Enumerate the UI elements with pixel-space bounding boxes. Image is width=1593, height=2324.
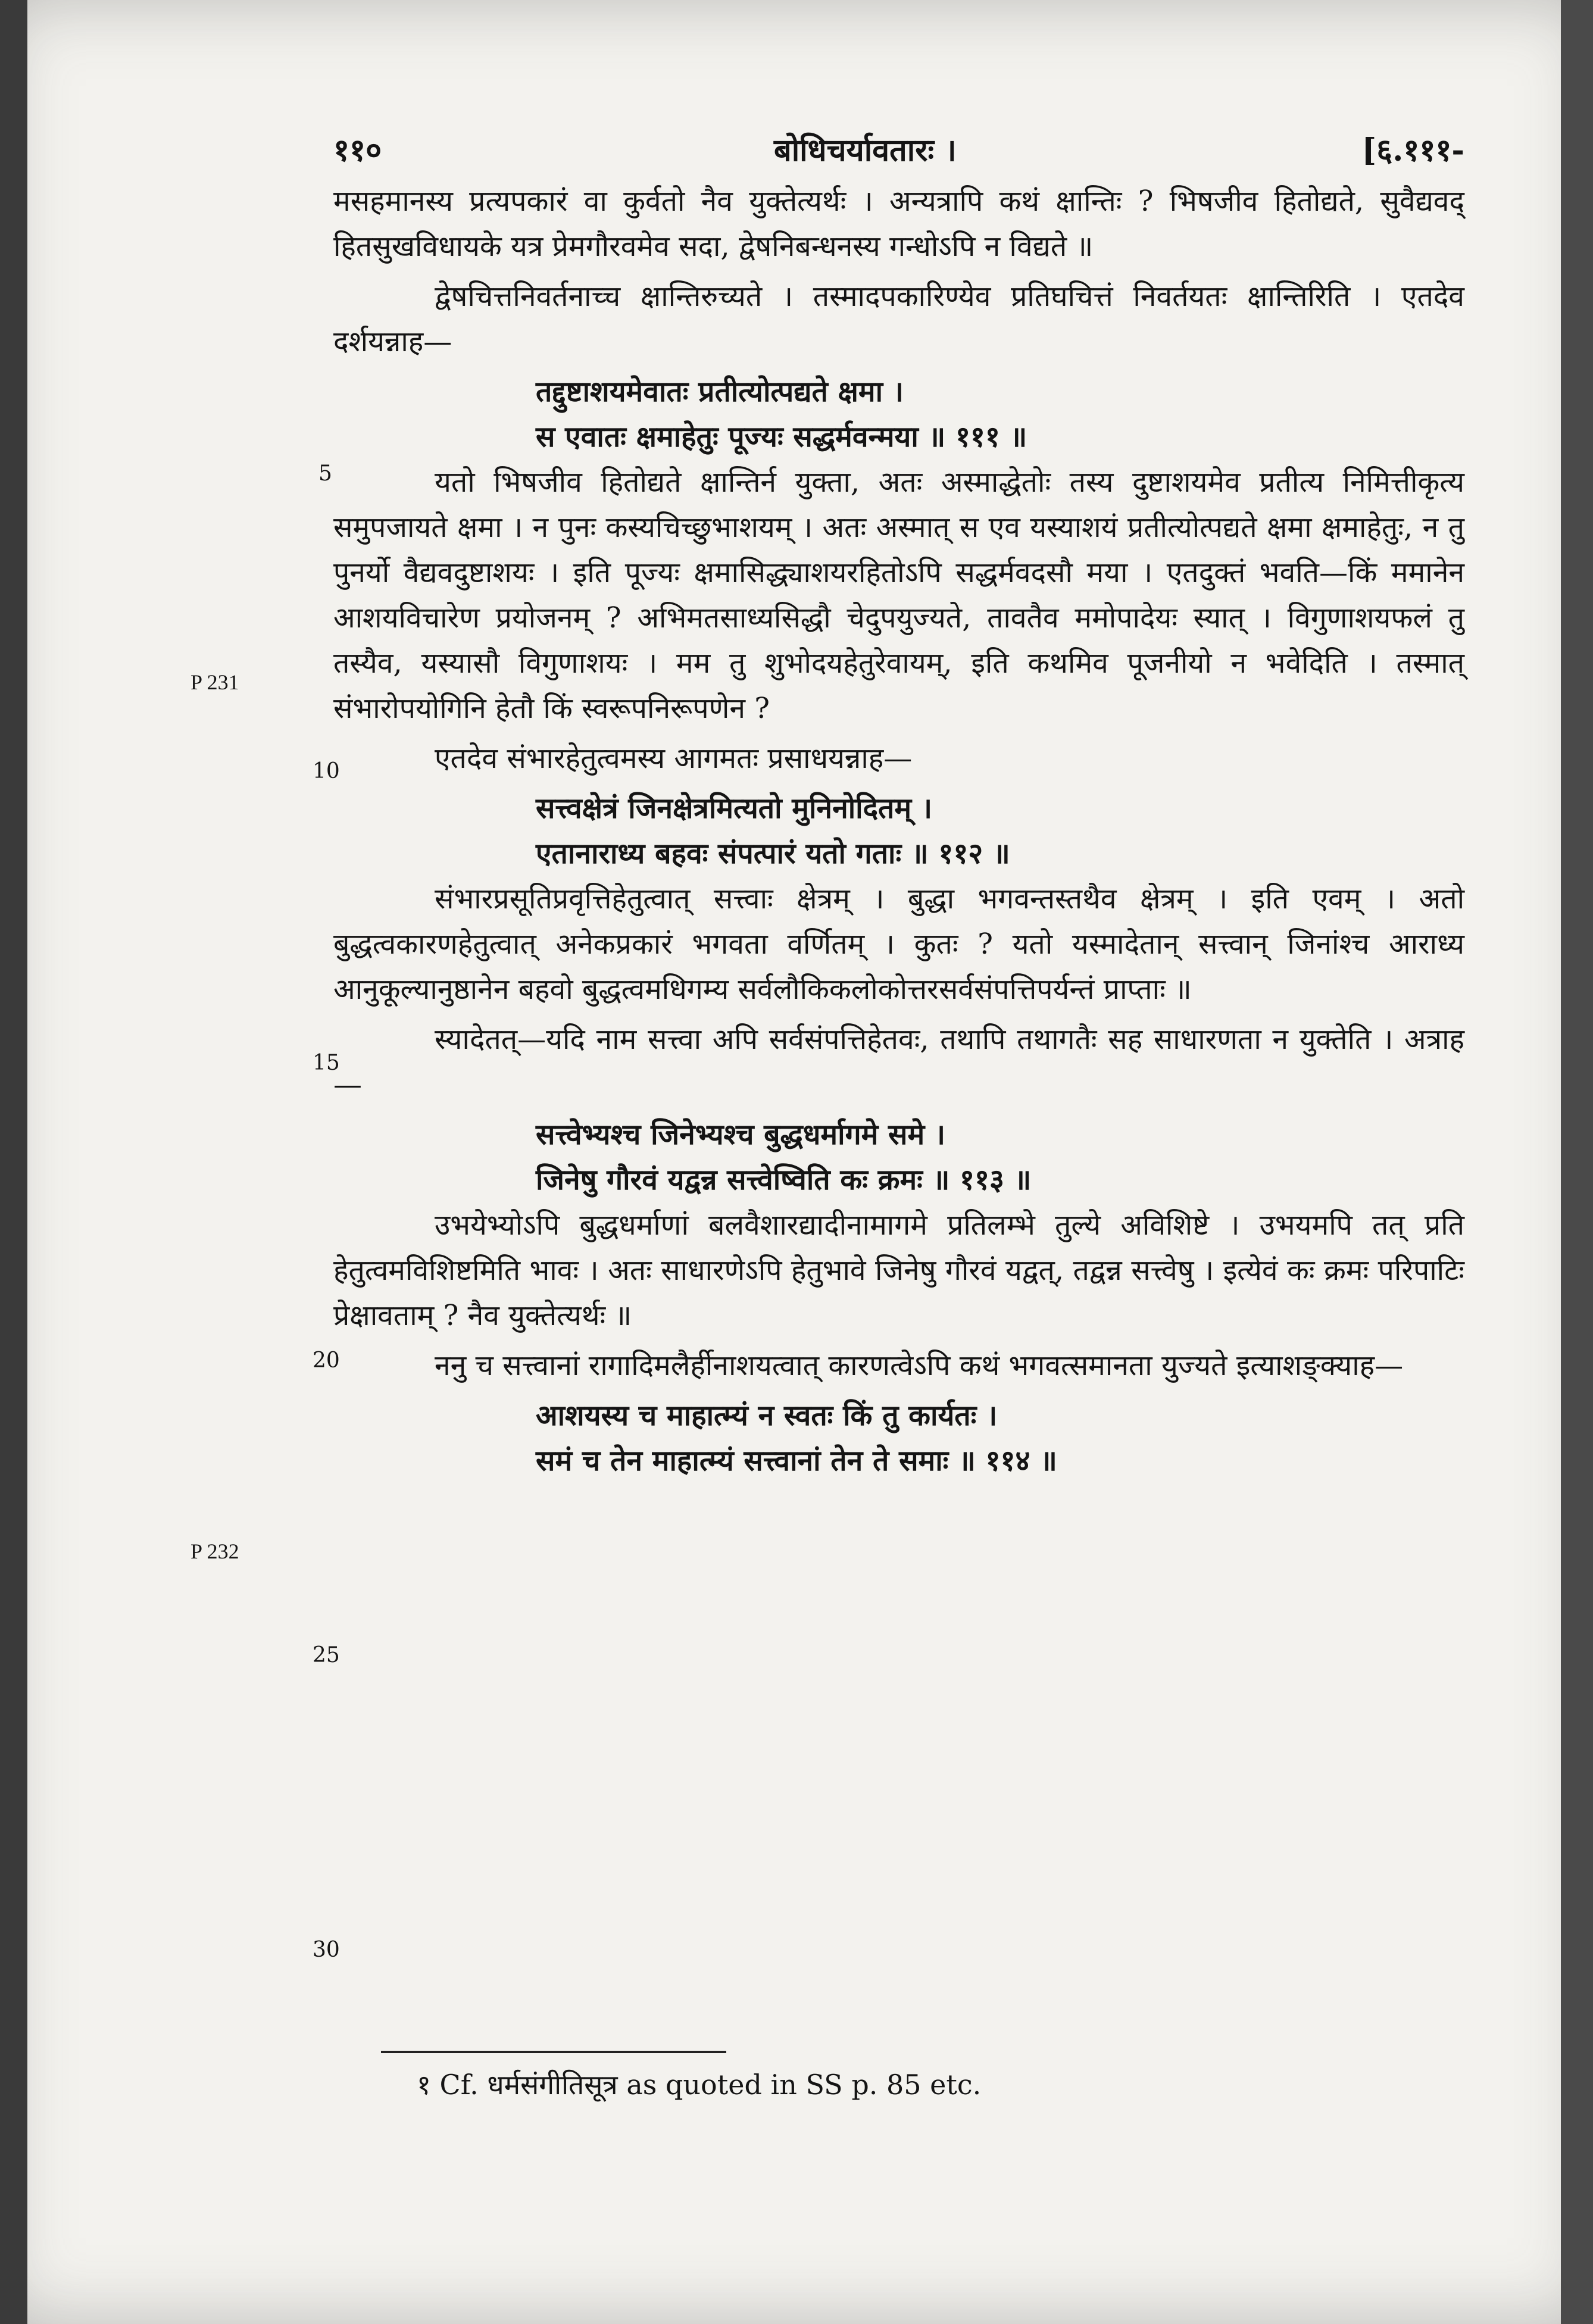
book-title: बोधिचर्यावतारः ।	[774, 132, 957, 168]
commentary-paragraph: यतो भिषजीव हितोद्यते क्षान्तिर्न युक्ता, अतः अस्माद्धेतोः तस्य दुष्टाशयमेव प्रतीत्य निमित्तीकृत्य समुपजायते क्षमा । न पुनः कस्यचिच्छुभाशयम् । अतः अस्मात् स एव यस्याशयं प्रतीत्योत्पद्यते क्षमा क्षमाहेतुः, न तु पुनर्यो वैद्यवदुष्टाशयः । इति पूज्यः क्षमासिद्ध्याशयरहितोऽपि सद्धर्मवदसौ मया । एतदुक्तं भवति—किं ममानेन आशयविचारेण प्रयोजनम् ? अभिमतसाध्यसिद्धौ चेदुपयुज्यते, तावतैव ममोपादेयः स्यात् । विगुणाशयफलं तु तस्यैव, यस्यासौ विगुणाशयः । मम तु शुभोदयहेतुरेवायम्, इति कथमिव पूजनीयो न भवेदिति । तस्मात् संभारोपयोगिनि हेतौ किं स्वरूपनिरूपणेन ?	[333, 466, 1464, 725]
commentary-paragraph: एतदेव संभारहेतुत्वमस्य आगमतः प्रसाधयन्नाह—	[435, 742, 913, 775]
verse-line: समं च तेन माहात्म्यं सत्त्वानां तेन ते समाः ॥ ११४ ॥	[536, 1444, 1057, 1478]
verse-line: स एवातः क्षमाहेतुः पूज्यः सद्धर्मवन्मया ॥ १११ ॥	[536, 420, 1027, 454]
verse-line: तद्दुष्टाशयमेवातः प्रतीत्योत्पद्यते क्षमा ।	[536, 375, 904, 408]
side-ref-p231: P 231	[190, 670, 239, 694]
commentary-paragraph: संभारप्रसूतिप्रवृत्तिहेतुत्वात् सत्त्वाः क्षेत्रम् । बुद्धा भगवन्तस्तथैव क्षेत्रम् । इति एवम् । अतो बुद्धत्वकारणहेतुत्वात् अनेकप्रकारं भगवता वर्णितम् । कुतः ? यतो यस्मादेतान् सत्त्वान् जिनांश्च आराध्य आनुकूल्यानुष्ठानेन बहवो बुद्धत्वमधिगम्य सर्वलौकिकलोकोत्तरसर्वसंपत्तिपर्यन्तं प्राप्ताः ॥	[333, 882, 1464, 1006]
commentary-paragraph: ननु च सत्त्वानां रागादिमलैर्हीनाशयत्वात् कारणत्वेऽपि कथं भगवत्समानता युज्यते इत्याशङ्क्याह—	[435, 1349, 1404, 1382]
verse-line: जिनेषु गौरवं यद्वन्न सत्त्वेष्विति कः क्रमः ॥ ११३ ॥	[536, 1163, 1032, 1197]
section-marker: [६.१११-	[1361, 132, 1464, 168]
running-header	[333, 128, 1464, 170]
line-number-20: 20	[313, 1348, 340, 1373]
commentary-paragraph: मसहमानस्य प्रत्यपकारं वा कुर्वतो नैव युक्तेत्यर्थः । अन्यत्रापि कथं क्षान्तिः ? भिषजीव हितोद्यते, सुवैद्यवद् हितसुखविधायके यत्र प्रेमगौरवमेव सदा, द्वेषनिबन्धनस्य गन्धोऽपि न विद्यते ॥	[333, 185, 1464, 263]
commentary-paragraph: स्यादेतत्—यदि नाम सत्त्वा अपि सर्वसंपत्तिहेतवः, तथापि तथागतैः सह साधारणता न युक्तेति । अत्राह—	[333, 1023, 1464, 1101]
scan-edge-left	[0, 0, 27, 2324]
scan-edge-right	[1561, 0, 1593, 2324]
page-number: ११०	[333, 132, 382, 168]
commentary-paragraph: द्वेषचित्तनिवर्तनाच्च क्षान्तिरुच्यते । तस्मादपकारिण्येव प्रतिघचित्तं निवर्तयतः क्षान्तिरिति । एतदेव दर्शयन्नाह—	[333, 280, 1464, 358]
verse-line: आशयस्य च माहात्म्यं न स्वतः किं तु कार्यतः ।	[536, 1399, 998, 1432]
footnote: १ Cf. धर्मसंगीतिसूत्र as quoted in SS p. 85 etc.	[417, 2069, 982, 2101]
footnote-rule	[381, 2051, 726, 2053]
line-number-30: 30	[313, 1938, 340, 1962]
verse-line: सत्त्वक्षेत्रं जिनक्षेत्रमित्यतो मुनिनोदितम् ।	[536, 792, 933, 825]
commentary-paragraph: उभयेभ्योऽपि बुद्धधर्माणां बलवैशारद्यादीनामागमे प्रतिलम्भे तुल्ये अविशिष्टे । उभयमपि तत् प्रति हेतुत्वमविशिष्टमिति भावः । अतः साधारणेऽपि हेतुभावे जिनेषु गौरवं यद्वत्, तद्वन्न सत्त्वेषु । इत्येवं कः क्रमः परिपाटिः प्रेक्षावताम् ? नैव युक्तेत्यर्थः ॥	[333, 1208, 1464, 1332]
side-ref-p232: P 232	[190, 1539, 239, 1563]
verse-line: एतानाराध्य बहवः संपत्पारं यतो गताः ॥ ११२ ॥	[536, 837, 1010, 870]
body-text	[333, 179, 1464, 1483]
line-number-15: 15	[313, 1051, 340, 1075]
line-number-25: 25	[313, 1643, 340, 1667]
verse-line: सत्त्वेभ्यश्च जिनेभ्यश्च बुद्धधर्मागमे समे ।	[536, 1118, 946, 1151]
line-number-10: 10	[313, 759, 340, 783]
line-number-5: 5	[318, 461, 332, 486]
